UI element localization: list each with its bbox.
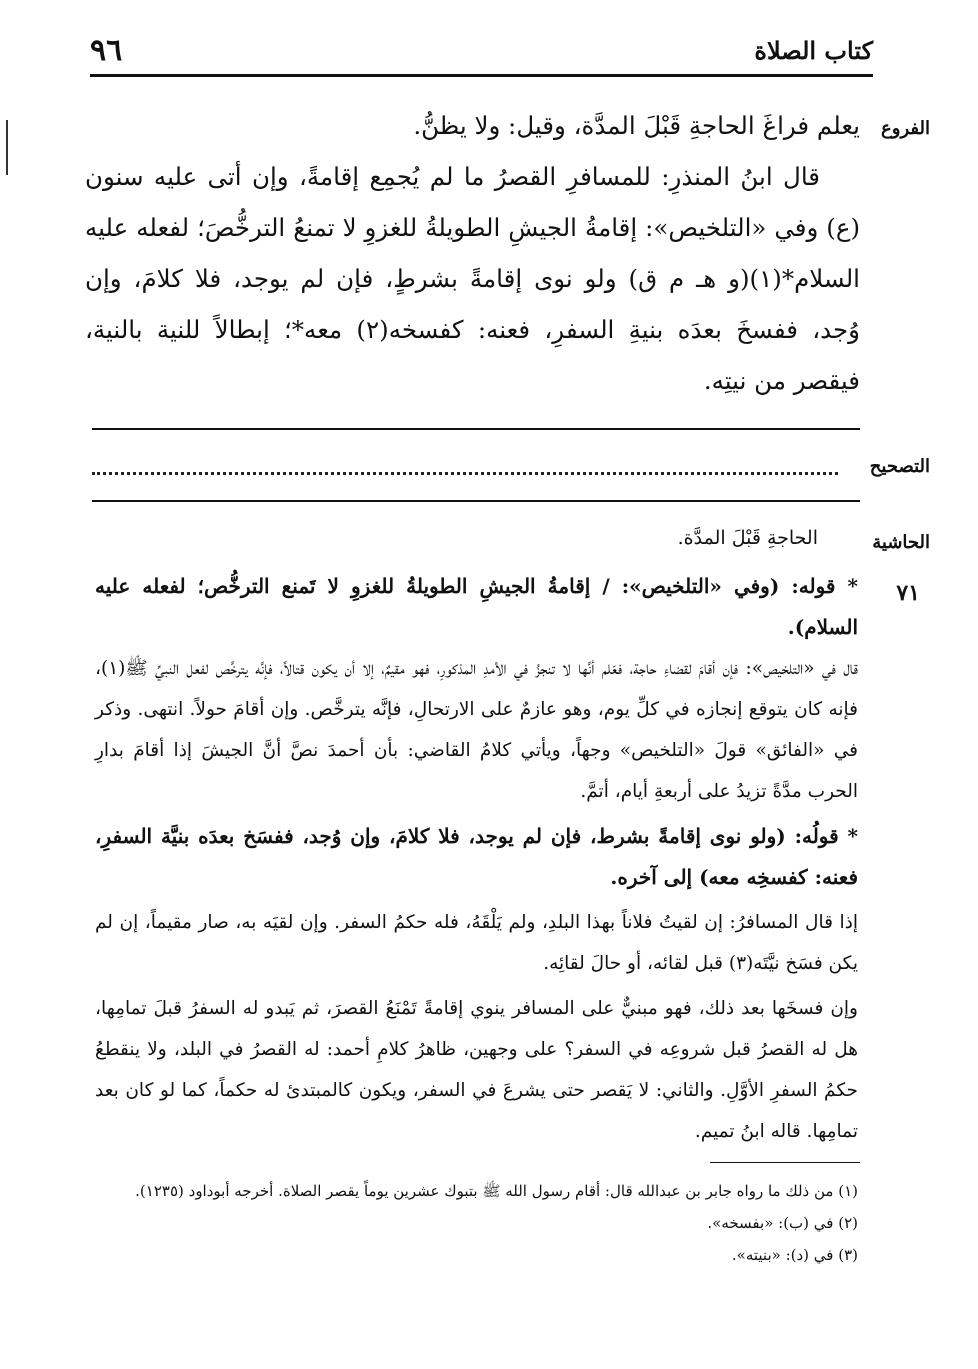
commentary-quote-1: * قوله: (وفي «التلخيص»: / إقامةُ الجيشِ الطويلةُ للغزوِ لا تَمنع الترخُّص؛ لفعله عليه السلام). [95, 574, 858, 639]
commentary-paragraph-3: وإن فسخَها بعد ذلك، فهو مبنيٌّ على المسافر ينوي إقامةً تَمْنَعُ القصرَ، ثم يَبدو له السفرُ قبلَ تمامِها، هل له القصرُ قبل شروعِه في السفر؟ على وجهين، ظاهرُ كلامِ أحمد: له القصرُ في البلد، ولا ينقطعُ حكمُ السفرِ الأوَّلِ. والثاني: لا يَقصر حتى يشرعَ في السفر، ويكون كالمبتدئ له حكماً، كما لو كان بعد تمامِها. قاله ابنُ تميم. [95, 998, 858, 1142]
footnote-1: (١) من ذلك ما رواه جابر بن عبدالله قال: أقام رسول الله ﷺ بتبوك عشرين يوماً يقصر الصلاة. أخرجه أبوداود (١٢٣٥). [135, 1182, 858, 1200]
label-hashiya: الحاشية [872, 532, 930, 553]
scan-margin-mark [6, 120, 8, 175]
footnote-3: (٣) في (د): «بنيته». [731, 1246, 858, 1264]
footnotes [95, 1175, 858, 1271]
commentary [95, 566, 858, 1152]
commentary-quote-2: * قولُه: (ولو نوى إقامةً بشرط، فإن لم يوجد، فلا كلامَ، وإن وُجد، ففسَخ بعدَه بنيَّة السفرِ، فعنه: كفسخِه معه) إلى آخره. [95, 824, 858, 889]
hashiya-first-line: الحاجةِ قَبْلَ المدَّة. [677, 527, 818, 549]
label-tashih: التصحيح [869, 456, 930, 477]
page-header [90, 30, 873, 70]
tashih-dotted-line [92, 452, 838, 475]
label-furu: الفروع [881, 118, 930, 139]
main-text [85, 100, 860, 406]
main-line-1: يعلم فراغَ الحاجةِ قَبْلَ المدَّة، وقيل: ولا يظنُّ. [413, 111, 860, 140]
page-number: ٩٦ [90, 32, 123, 68]
commentary-paragraph-1: قال في «التلخيص»: فإن أقامَ لقضاءِ حاجة، فعَلم أنَّها لا تنجزُ في الأمدِ المذكورِ، فهو مقيمٌ، إلا أن يكون قتالاً، فإنَّه يترخَّص لفعل النبيِّ ﷺ(١)، فإنه كان يتوقع إنجازه في كلِّ يوم، وهو عازمٌ على الارتحالِ، فإنَّه يترخَّص. وإن أقامَ حولاً. انتهى. وذكر في «الفائق» قولَ «التلخيص» وجهاً، ويأتي كلامُ القاضي: بأن أحمدَ نصَّ أنَّ الجيشَ إذا أقامَ بدارِ الحرب مدَّةً تزيدُ على أربعةِ أيام، أتمَّ. [95, 658, 858, 802]
commentary-paragraph-2: إذا قال المسافرُ: إن لقيتُ فلاناً بهذا البلدِ، ولم يَلْقَهُ، فله حكمُ السفر. وإن لقيَه به، صار مقيماً، إن لم يكن فسَخ نيَّتَه(٣) قبل لقائه، أو حالَ لقائِه. [95, 912, 858, 974]
footnote-2: (٢) في (ب): «بفسخه». [707, 1214, 858, 1232]
book-title: كتاب الصلاة [754, 35, 873, 65]
footnote-rule [710, 1162, 860, 1163]
header-rule [90, 74, 873, 77]
section-rule-top [92, 428, 860, 430]
main-paragraph-2: قال ابنُ المنذرِ: للمسافرِ القصرُ ما لم يُجمِع إقامةً، وإن أتى عليه سنون (ع) وفي «التلخيص»: إقامةُ الجيشِ الطويلةُ للغزوِ لا تمنعُ الترخُّصَ؛ لفعله عليه السلام*(١)(و هـ م ق) ولو نوى إقامةً بشرطٍ، فإن لم يوجد، فلا كلامَ، وإن وُجد، ففسخَ بعدَه بنيةِ السفرِ، فعنه: كفسخه(٢) معه*؛ إبطالاً للنية بالنية، فيقصر من نيتِه. [85, 162, 860, 395]
section-rule-bottom [92, 500, 860, 502]
hashiya-number: ٧١ [896, 580, 920, 606]
